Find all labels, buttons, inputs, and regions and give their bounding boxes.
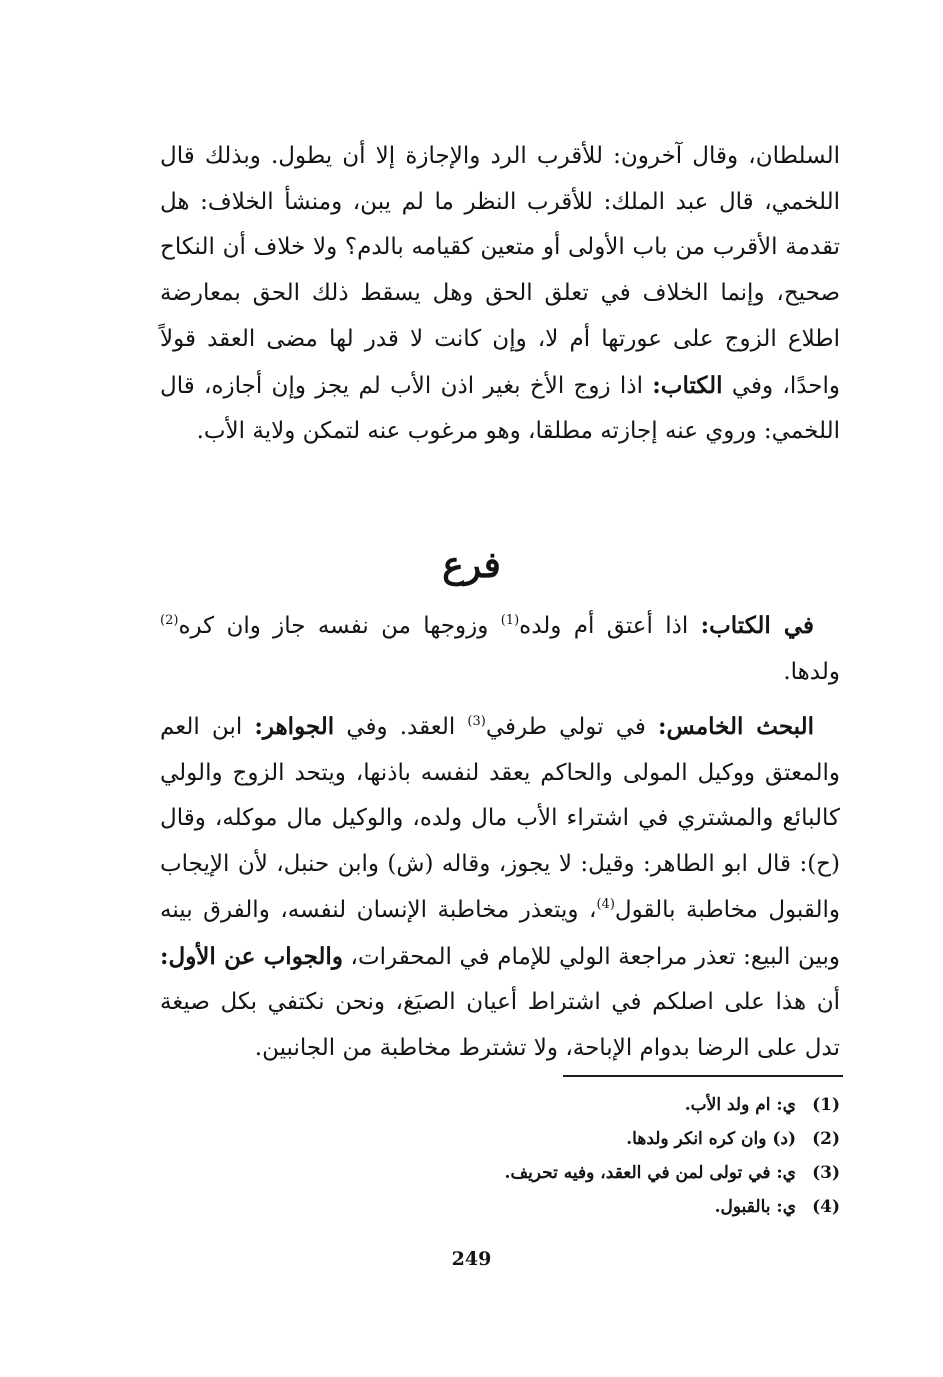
footnote-marker[interactable]: (2) bbox=[160, 613, 179, 628]
paragraph-3 bbox=[160, 704, 840, 1072]
kitab-label: الكتاب: bbox=[652, 371, 723, 399]
footnotes bbox=[160, 1088, 840, 1224]
page-number: 249 bbox=[451, 1248, 492, 1270]
section-heading: فرع bbox=[442, 544, 501, 586]
paragraph-3-text: العقد. وفي bbox=[346, 714, 456, 740]
footnote-text: ي: ام ولد الأب. bbox=[684, 1095, 796, 1115]
paragraph-2-text: اذا أعتق أم ولده bbox=[519, 613, 689, 639]
kitab-label: في الكتاب: bbox=[700, 612, 815, 639]
paragraph-2-text: ولدها. bbox=[783, 658, 840, 685]
footnote-number: (3) bbox=[812, 1163, 840, 1183]
jawahir-label: الجواهر: bbox=[254, 713, 335, 740]
footnote-number: (2) bbox=[812, 1129, 840, 1149]
far-paragraph bbox=[160, 603, 840, 695]
paragraph-3-text: ، ويتعذر مخاطبة الإنسان لنفسه، والفرق بينه وبين البيع: تعذر مراجعة الولي للإمام في المحقرات، bbox=[160, 896, 840, 970]
paragraph-1 bbox=[160, 134, 840, 455]
footnote-marker[interactable]: (1) bbox=[500, 613, 520, 628]
paragraph-3-text: أن هذا على اصلكم في اشتراط أعيان الصيَغ، ونحن نكتفي بكل صيغة تدل على الرضا بدوام الإباحة، ولا تشترط مخاطبة من الجانبين. bbox=[160, 989, 840, 1061]
footnote-text: ي: في تولى لمن في العقد، وفيه تحريف. bbox=[504, 1163, 796, 1183]
paragraph-1-text: السلطان، وقال آخرون: للأقرب الرد والإجازة إلا أن يطول. وبذلك قال اللخمي، قال عبد الملك: للأقرب النظر ما لم يبن، ومنشأ الخلاف: هل تقدمة الأقرب من باب الأولى أو متعين كقيامه بالدم؟ ولا خلاف أن النكاح صحيح، وإنما الخلاف في تعلق الحق وهل يسقط ذلك الحق بمعارضة اطلاع الزوج على عورتها أم لا، وإن كانت لا قدر لها مضى العقد قولاً واحدًا، وفي bbox=[160, 143, 841, 399]
footnote-3 bbox=[160, 1156, 840, 1190]
footnote-text: ي: بالقبول. bbox=[714, 1197, 796, 1217]
footnote-number: (4) bbox=[812, 1197, 840, 1217]
footnote-marker[interactable]: (4) bbox=[596, 896, 615, 912]
footnote-4 bbox=[160, 1190, 840, 1224]
footnote-marker[interactable]: (3) bbox=[467, 714, 486, 729]
footnote-1 bbox=[160, 1088, 840, 1122]
fifth-discussion-paragraph bbox=[160, 704, 840, 1072]
paragraph-1-rest: اذا زوج الأخ بغير اذن الأب لم يجز وإن أجازه، قال اللخمي: وروي عنه إجازته مطلقا، وهو مرغوب عنه لتمكن ولاية الأب. bbox=[160, 372, 840, 445]
footnote-text: (د) وان كره انكر ولدها. bbox=[626, 1129, 796, 1149]
fifth-discussion-label: البحث الخامس: bbox=[658, 713, 815, 740]
footnote-number: (1) bbox=[812, 1095, 840, 1115]
footnote-2 bbox=[160, 1122, 840, 1156]
paragraph-3-text: ابن العم والمعتق ووكيل المولى والحاكم يعقد لنفسه باذنها، ويتحد الزوج والولي كالبائع والمشتري في اشتراء الأب مال ولده، والوكيل مال موكله، وقال (ح): قال ابو الطاهر: وقيل: لا يجوز، وقاله (ش) وابن حنبل، لأن الإيجاب والقبول مخاطبة بالقول bbox=[160, 714, 840, 923]
paragraph-2-text: وزوجها من نفسه جاز وان كره bbox=[178, 613, 489, 639]
footnote-divider bbox=[563, 1075, 843, 1077]
paragraph-continuation bbox=[160, 134, 840, 455]
paragraph-2 bbox=[160, 603, 840, 695]
paragraph-3-text: في تولي طرفي bbox=[485, 714, 646, 740]
answer-label: والجواب عن الأول: bbox=[160, 942, 343, 970]
